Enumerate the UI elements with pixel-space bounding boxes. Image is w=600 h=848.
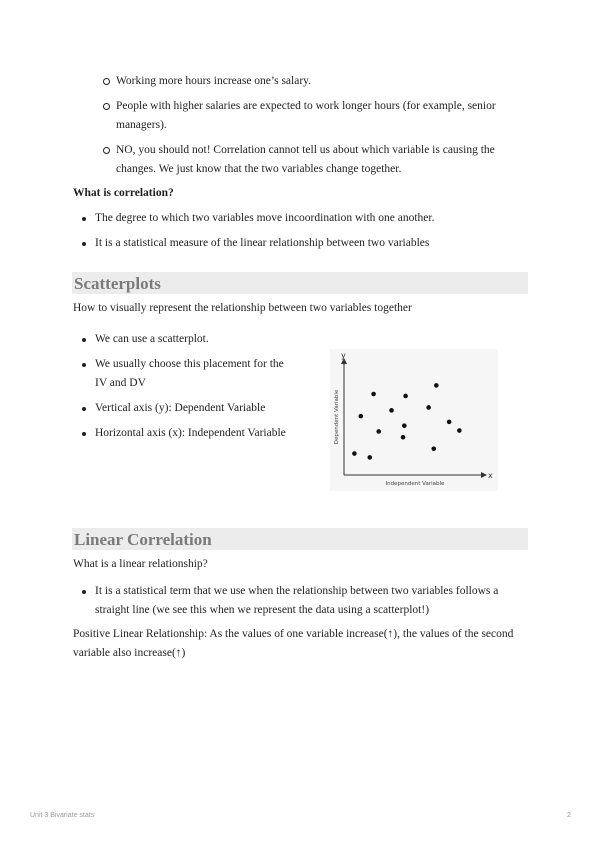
scatter-points-group bbox=[352, 383, 462, 460]
scatterplot-svg bbox=[330, 349, 498, 491]
intro-bullet: Working more hours increase one’s salary. bbox=[73, 72, 528, 91]
scatterplots-heading: Scatterplots bbox=[72, 272, 528, 294]
scatterplots-bullets-block bbox=[73, 330, 288, 449]
scatter-point bbox=[403, 394, 408, 399]
scatter-point bbox=[457, 428, 462, 433]
scatter-point bbox=[371, 392, 376, 397]
scatter-point bbox=[447, 420, 452, 425]
y-axis-label: Dependent Variable bbox=[334, 389, 340, 445]
scatterplots-bullet: We usually choose this placement for the IV and DV bbox=[73, 355, 288, 393]
scatterplots-bullet: Vertical axis (y): Dependent Variable bbox=[73, 399, 288, 418]
scatter-point bbox=[367, 455, 372, 460]
scatter-point bbox=[402, 423, 407, 428]
scatter-point bbox=[431, 446, 436, 451]
linear-bullet: It is a statistical term that we use when the relationship between two variables follows a straight line (we see this when we represent the data using a scatterplot!) bbox=[73, 582, 528, 620]
correlation-bullet: The degree to which two variables move incoordination with one another. bbox=[73, 209, 528, 228]
footer-page-number: 2 bbox=[567, 812, 571, 819]
intro-bullet: People with higher salaries are expected to work longer hours (for example, senior managers). bbox=[73, 97, 528, 135]
scatterplots-bullet: Horizontal axis (x): Independent Variable bbox=[73, 424, 288, 443]
scatter-point bbox=[389, 408, 394, 413]
footer-title: Unit 3 Bivariate stats bbox=[30, 812, 95, 819]
correlation-bullet: It is a statistical measure of the linear relationship between two variables bbox=[73, 234, 528, 253]
scatterplots-intro: How to visually represent the relationship between two variables together bbox=[73, 302, 412, 314]
correlation-block bbox=[73, 184, 528, 259]
scatter-point bbox=[376, 429, 381, 434]
linear-correlation-heading: Linear Correlation bbox=[72, 528, 528, 550]
scatter-point bbox=[359, 414, 364, 419]
correlation-question: What is correlation? bbox=[73, 187, 174, 199]
scatterplot-figure bbox=[330, 349, 498, 491]
x-axis-label: Independent Variable bbox=[385, 481, 445, 487]
y-axis-letter: y bbox=[341, 351, 346, 360]
x-axis-letter: x bbox=[488, 471, 493, 480]
linear-question: What is a linear relationship? bbox=[73, 558, 208, 570]
intro-bullet: NO, you should not! Correlation cannot tell us about which variable is causing the changes. We just know that the two variables change together. bbox=[73, 141, 528, 179]
scatter-point bbox=[401, 435, 406, 440]
correlation-bullet-list bbox=[73, 209, 528, 253]
linear-bullets-block bbox=[73, 582, 528, 626]
linear-bullet-list bbox=[73, 582, 528, 620]
scatter-point bbox=[434, 383, 439, 388]
positive-linear-text: Positive Linear Relationship: As the values of one variable increase(↑), the values of the second variable also increase(↑) bbox=[73, 628, 514, 659]
scatter-point bbox=[426, 405, 431, 410]
intro-bullet-list bbox=[73, 72, 528, 179]
scatterplots-bullet: We can use a scatterplot. bbox=[73, 330, 288, 349]
intro-bullets-block bbox=[73, 72, 528, 185]
scatter-point bbox=[352, 451, 357, 456]
scatterplots-bullet-list bbox=[73, 330, 288, 443]
